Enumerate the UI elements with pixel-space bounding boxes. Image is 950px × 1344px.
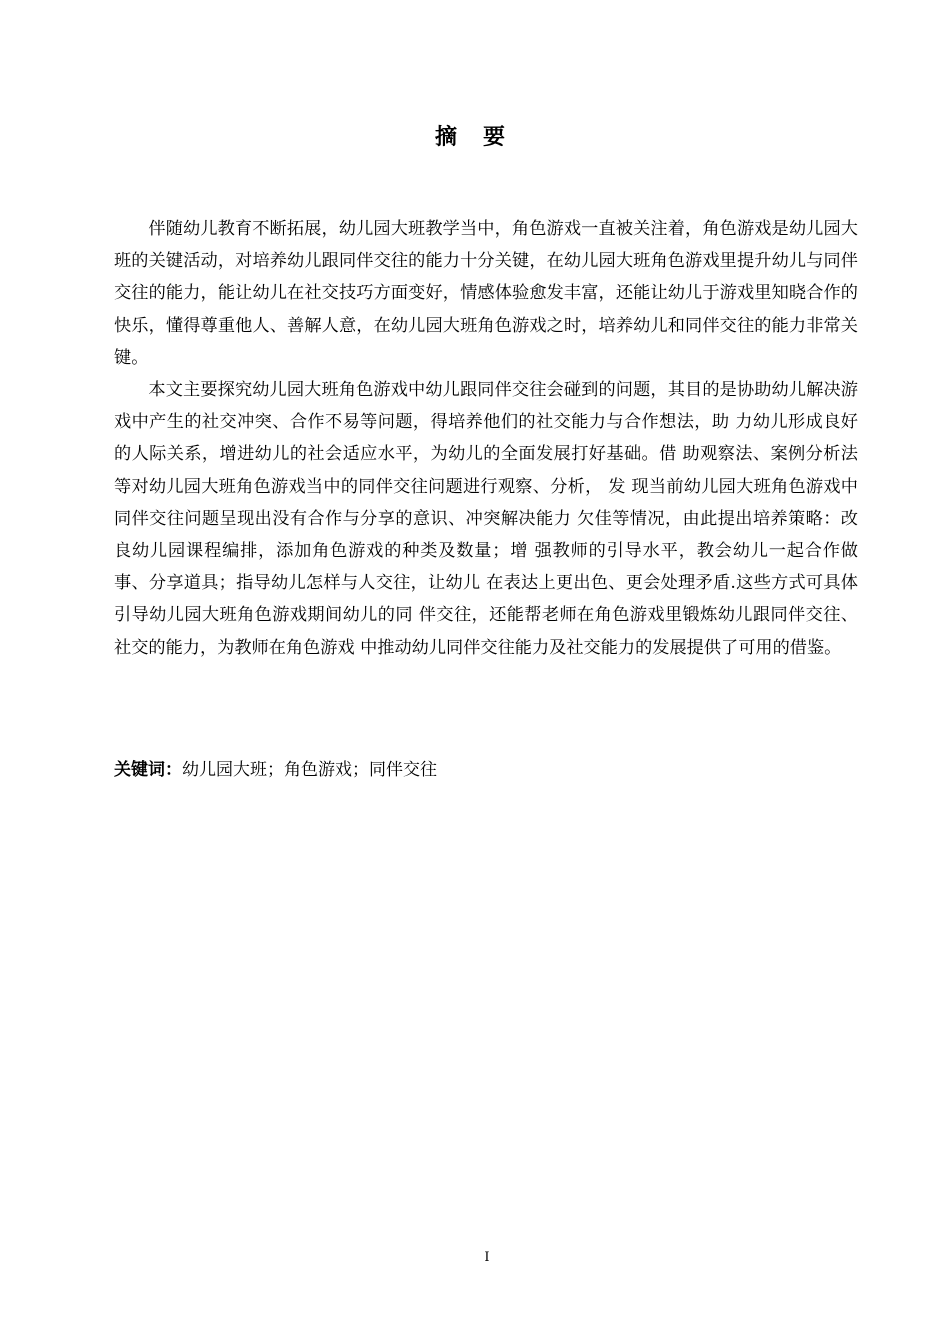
keywords-label: 关键词： — [114, 760, 182, 780]
keywords-value: 幼儿园大班；角色游戏；同伴交往 — [182, 760, 437, 780]
abstract-body — [114, 213, 858, 664]
page-number: I — [484, 1250, 490, 1265]
page-title: 摘要 — [434, 125, 531, 150]
abstract-paragraph-2: 本文主要探究幼儿园大班角色游戏中幼儿跟同伴交往会碰到的问题，其目的是协助幼儿解决游戏中产生的社交冲突、合作不易等问题，得培养他们的社交能力与合作想法，助 力幼儿形成良好的人际关系，增进幼儿的社会适应水平，为幼儿的全面发展打好基础。借 助观察法、案例分析法等对幼儿园大班角色游戏当中的同伴交往问题进行观察、分析， 发 现当前幼儿园大班角色游戏中同伴交往问题呈现出没有合作与分享的意识、冲突解决能力 欠佳等情况，由此提出培养策略：改良幼儿园课程编排，添加角色游戏的种类及数量；增 强教师的引导水平，教会幼儿一起合作做事、分享道具；指导幼儿怎样与人交往，让幼儿 在表达上更出色、更会处理矛盾.这些方式可具体引导幼儿园大班角色游戏期间幼儿的同 伴交往，还能帮老师在角色游戏里锻炼幼儿跟同伴交往、社交的能力，为教师在角色游戏 中推动幼儿同伴交往能力及社交能力的发展提供了可用的借鉴。 — [114, 380, 858, 658]
abstract-paragraph-1: 伴随幼儿教育不断拓展，幼儿园大班教学当中，角色游戏一直被关注着，角色游戏是幼儿园大班的关键活动，对培养幼儿跟同伴交往的能力十分关键，在幼儿园大班角色游戏里提升幼儿与同伴交往的能力，能让幼儿在社交技巧方面变好，情感体验愈发丰富，还能让幼儿于游戏里知晓合作的快乐，懂得尊重他人、善解人意，在幼儿园大班角色游戏之时，培养幼儿和同伴交往的能力非常关键。 — [114, 219, 858, 368]
keywords-line — [114, 755, 858, 785]
